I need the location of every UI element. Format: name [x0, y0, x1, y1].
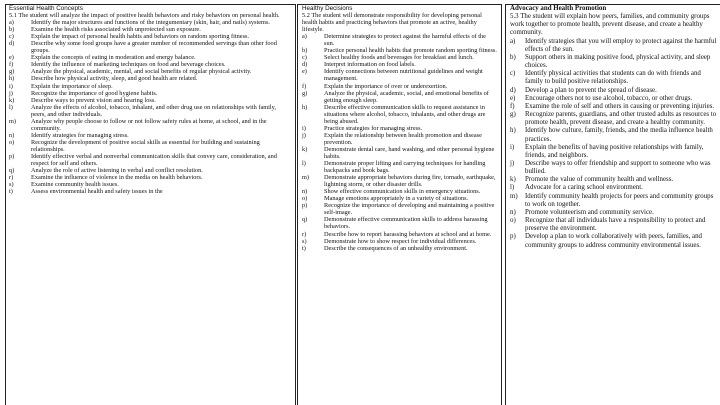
- item-letter: f): [302, 82, 307, 90]
- item-letter: a): [302, 33, 307, 41]
- item-letter: e): [9, 54, 14, 62]
- list-item: [510, 233, 718, 249]
- item-text: Describe why some food groups have a greater number of recommended servings than other food groups.: [31, 40, 277, 55]
- item-letter: d): [302, 61, 308, 69]
- item-letter: o): [302, 195, 308, 203]
- item-text: Demonstrate dental care, hand washing, and other personal hygiene habits.: [324, 145, 495, 160]
- item-letter: a): [9, 19, 14, 27]
- standard-statement: 5.2 The student will demonstrate responsibility for developing personal health habits and practicing behaviors that promote an active, healthy lifestyle.: [302, 12, 482, 34]
- item-letter: i): [302, 124, 306, 132]
- list-item: [9, 68, 292, 75]
- item-letter: j): [510, 159, 515, 167]
- item-text: Support others in making positive food, physical activity, and sleep choices.: [525, 53, 711, 70]
- list-item: [302, 125, 497, 132]
- item-letter: t): [302, 244, 306, 252]
- item-letter: n): [510, 208, 516, 216]
- list-item: [302, 61, 497, 68]
- item-letter: h): [9, 75, 15, 83]
- item-letter: i): [9, 82, 13, 90]
- item-letter: b): [9, 26, 15, 34]
- item-text: Describe the consequences of an unhealthy environment.: [324, 244, 468, 252]
- list-item: [9, 132, 292, 139]
- list-item: [510, 209, 718, 217]
- list-item: [9, 167, 292, 174]
- item-letter: c): [302, 54, 307, 62]
- item-text: Explain the concepts of eating in moderation and energy balance.: [31, 54, 196, 62]
- item-text: Describe ways to prevent vision and hearing loss.: [31, 96, 156, 104]
- list-item: [9, 90, 292, 97]
- item-list: [302, 33, 497, 251]
- item-text: Analyze the effects of alcohol, tobacco, inhalant, and other drug use on relationships with family, peers, and other individuals.: [31, 103, 276, 118]
- item-letter: c): [9, 33, 14, 41]
- list-item: [302, 195, 497, 202]
- list-item: [302, 146, 497, 160]
- list-item: [9, 118, 292, 132]
- list-item: [510, 193, 718, 209]
- item-text: Examine community health issues.: [31, 181, 119, 189]
- item-letter: b): [510, 53, 516, 61]
- list-item: [510, 54, 718, 70]
- item-letter: g): [9, 68, 15, 76]
- list-item: [302, 33, 497, 47]
- item-text: Describe how physical activity, sleep, and good health are related.: [31, 75, 198, 83]
- list-item: [302, 238, 497, 245]
- item-text: Recognize the importance of good hygiene habits.: [31, 89, 158, 97]
- item-text: Recognize the importance of developing and maintaining a positive self-image.: [324, 202, 495, 217]
- item-letter: s): [9, 181, 14, 189]
- item-letter: e): [302, 68, 307, 76]
- list-item: [302, 216, 497, 230]
- item-letter: p): [302, 202, 308, 210]
- item-letter: t): [9, 188, 13, 196]
- item-letter: s): [302, 237, 307, 245]
- item-letter: n): [302, 188, 308, 196]
- column-heading: Healthy Decisions: [302, 5, 353, 12]
- item-text: Demonstrate effective communication skills to address harassing behaviors.: [324, 216, 488, 231]
- list-item: [9, 61, 292, 68]
- item-text: Develop a plan to prevent the spread of disease.: [525, 86, 657, 94]
- item-letter: m): [9, 117, 16, 125]
- list-item: [510, 217, 718, 233]
- item-text: Determine strategies to protect against the harmful effects of the sun.: [324, 33, 486, 48]
- item-text: Explain the benefits of having positive relationships with family, friends, and neighbors.: [525, 143, 704, 159]
- list-item: [510, 87, 718, 95]
- item-text: Identify effective verbal and nonverbal communication skills that convey care, consideration, and respect for self and others.: [31, 152, 277, 168]
- item-letter: c): [510, 70, 516, 78]
- item-text: Recognize the development of positive social skills as essential for building and sustaining relationships.: [31, 138, 260, 153]
- item-letter: j): [302, 131, 306, 139]
- list-item: [302, 231, 497, 238]
- item-letter: b): [302, 47, 308, 55]
- list-item: [9, 188, 292, 195]
- list-item: [302, 47, 497, 54]
- item-text: Explain the relationship between health promotion and disease prevention.: [324, 131, 482, 146]
- item-text: Describe ways to offer friendship and support to someone who was bullied.: [525, 159, 711, 176]
- item-text: Explain the impact of personal health habits and behaviors on random sporting fitness.: [31, 33, 250, 41]
- item-text: Recognize parents, guardians, and other trusted adults as resources to promote health, prevent disease, and create a healthy community.: [525, 111, 717, 127]
- item-letter: l): [302, 160, 306, 168]
- item-letter: m): [510, 192, 518, 200]
- item-text: Demonstrate appropriate behaviors during fire, tornado, earthquake, lightning storm, or other disaster drills.: [324, 174, 496, 189]
- list-item: [510, 176, 718, 184]
- item-text: Promote the value of community health and wellness.: [525, 176, 674, 184]
- item-letter: h): [302, 103, 308, 111]
- item-letter: d): [510, 86, 516, 94]
- item-text: Examine the influence of violence in the media on health behaviors.: [31, 174, 203, 182]
- item-letter: q): [9, 167, 15, 175]
- list-item: [302, 54, 497, 61]
- item-text: Explain the importance of sleep.: [31, 82, 113, 90]
- item-letter: o): [510, 217, 516, 225]
- item-letter: i): [510, 143, 515, 151]
- list-item: [302, 202, 497, 216]
- item-text: Practice personal health habits that promote random sporting fitness.: [324, 47, 497, 55]
- list-item: [302, 83, 497, 90]
- item-text: Assess environmental health and safety issues in the: [31, 188, 163, 196]
- item-text: Identify the major structures and functions of the integumentary (skin, hair, and nails) systems.: [31, 19, 270, 27]
- item-letter: k): [302, 145, 308, 153]
- list-item: [510, 127, 718, 143]
- column-essential-health-concepts: [5, 4, 296, 405]
- list-item: [510, 160, 718, 176]
- list-item: [9, 33, 292, 40]
- item-letter: f): [9, 61, 14, 69]
- list-item: [510, 111, 718, 127]
- item-text: Identify how culture, family, friends, and the media influence health practices.: [525, 127, 713, 143]
- item-letter: g): [510, 111, 516, 119]
- item-text: Analyze the role of active listening in verbal and conflict resolution.: [31, 167, 203, 175]
- list-item: [510, 70, 718, 86]
- item-text: Analyze why people choose to follow or not follow safety rules at home, at school, and in the community.: [31, 117, 267, 132]
- item-letter: p): [510, 233, 516, 241]
- list-item: [302, 104, 497, 125]
- item-text: Identify strategies that you will employ to protect against the harmful effects of the sun.: [525, 37, 717, 53]
- list-item: [9, 174, 292, 181]
- list-item: [302, 188, 497, 195]
- list-item: [302, 132, 497, 146]
- standard-statement: 5.3 The student will explain how peers, families, and community groups work together to promote health, prevent disease, and create a healthy community.: [510, 13, 710, 37]
- item-letter: a): [510, 37, 516, 45]
- item-letter: m): [302, 174, 309, 182]
- list-item: [9, 54, 292, 61]
- item-text: Encourage others not to use alcohol, tobacco, or other drugs.: [525, 94, 693, 102]
- list-item: [302, 160, 497, 174]
- item-list: [510, 38, 718, 250]
- item-text: Identify the influence of marketing techniques on food and beverage choices.: [31, 61, 226, 69]
- item-text: Identify physical activities that students can do with friends and family to build positive relationships.: [525, 70, 701, 86]
- list-item: [9, 139, 292, 153]
- item-letter: l): [9, 103, 13, 111]
- list-item: [510, 144, 718, 160]
- item-text: Identify community health projects for peers and community groups to work on together.: [525, 192, 714, 208]
- item-letter: j): [9, 89, 13, 97]
- list-item: [302, 68, 497, 82]
- column-heading: Essential Health Concepts: [9, 5, 83, 12]
- item-text: Select healthy foods and beverages for breakfast and lunch.: [324, 54, 474, 62]
- item-text: Examine the role of self and others in causing or preventing injuries.: [525, 102, 715, 110]
- list-item: [9, 40, 292, 54]
- item-text: Analyze the physical, academic, social, and emotional benefits of getting enough sleep.: [324, 89, 489, 104]
- item-text: Show effective communication skills in emergency situations.: [324, 188, 481, 196]
- item-letter: k): [9, 96, 15, 104]
- list-item: [9, 104, 292, 118]
- item-text: Demonstrate proper lifting and carrying techniques for handling backpacks and book bags.: [324, 160, 486, 175]
- item-letter: l): [510, 184, 515, 192]
- item-text: Advocate for a caring school environment.: [525, 184, 643, 192]
- item-letter: f): [510, 102, 515, 110]
- item-letter: h): [510, 127, 516, 135]
- item-text: Describe how to report harassing behaviors at school and at home.: [324, 230, 492, 238]
- column-heading: Advocacy and Health Promotion: [510, 5, 607, 12]
- item-list: [9, 19, 292, 195]
- list-item: [510, 95, 718, 103]
- list-item: [302, 174, 497, 188]
- list-item: [302, 90, 497, 104]
- item-text: Analyze the physical, academic, mental, and social benefits of regular physical activity.: [31, 68, 252, 76]
- item-text: Identify strategies for managing stress.: [31, 131, 129, 139]
- item-text: Develop a plan to work collaboratively with peers, families, and community groups to address community environmental issues.: [525, 233, 702, 249]
- item-text: Practice strategies for managing stress.: [324, 124, 423, 132]
- item-letter: g): [302, 89, 308, 97]
- item-letter: o): [9, 138, 15, 146]
- item-letter: r): [302, 230, 307, 238]
- standard-statement: 5.1 The student will analyze the impact of positive health behaviors and risky behaviors on personal health.: [9, 12, 280, 20]
- item-text: Recognize that all individuals have a responsibility to protect and preserve the environment.: [525, 217, 706, 233]
- item-letter: n): [9, 131, 15, 139]
- item-letter: d): [9, 40, 15, 48]
- item-text: Describe effective communication skills to request assistance in situations where alcohol, tobacco, inhalants, and other drugs are being abused.: [324, 103, 486, 125]
- item-text: Manage emotions appropriately in a variety of situations.: [324, 195, 469, 203]
- list-item: [510, 103, 718, 111]
- column-healthy-decisions: [297, 4, 502, 405]
- list-item: [510, 38, 718, 54]
- item-letter: e): [510, 94, 516, 102]
- item-text: Interpret information on food labels.: [324, 61, 416, 69]
- item-letter: k): [510, 176, 516, 184]
- item-letter: r): [9, 174, 14, 182]
- list-item: [9, 153, 292, 167]
- list-item: [9, 19, 292, 26]
- list-item: [9, 83, 292, 90]
- item-text: Identify connections between nutritional guidelines and weight management.: [324, 68, 483, 83]
- item-letter: p): [9, 152, 15, 160]
- item-text: Examine the health risks associated with unprotected sun exposure.: [31, 26, 201, 34]
- list-item: [302, 245, 497, 252]
- list-item: [9, 26, 292, 33]
- list-item: [9, 181, 292, 188]
- list-item: [9, 97, 292, 104]
- list-item: [9, 75, 292, 82]
- item-letter: q): [302, 216, 308, 224]
- list-item: [510, 184, 718, 192]
- column-advocacy-health-promotion: [505, 4, 720, 405]
- item-text: Promote volunteerism and community service.: [525, 208, 654, 216]
- item-text: Explain the importance of over or underexertion.: [324, 82, 448, 90]
- item-text: Demonstrate how to show respect for individual differences.: [324, 237, 477, 245]
